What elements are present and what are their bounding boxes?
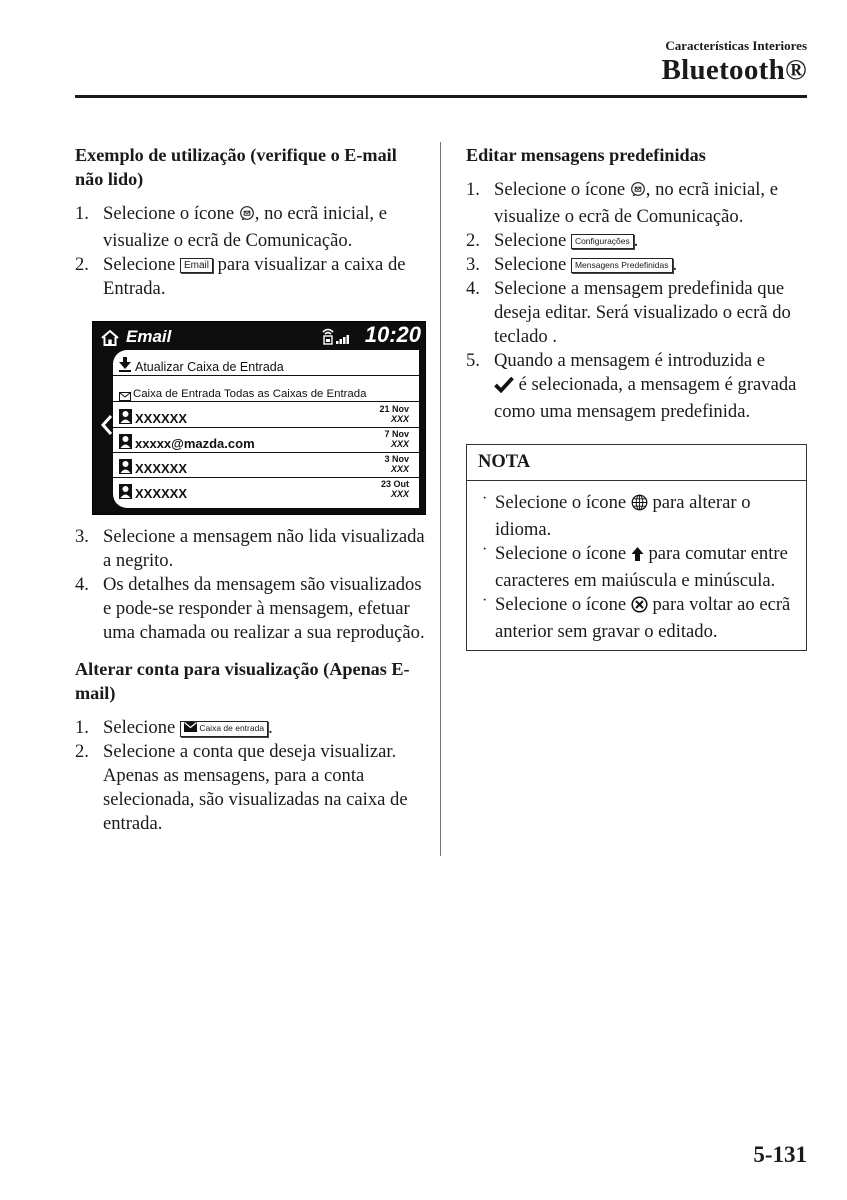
screen-titlebar — [93, 322, 425, 350]
list-item: 3. Selecione a mensagem não lida visualizada a negrito. — [75, 526, 425, 571]
note-list — [479, 491, 796, 644]
note-box — [466, 444, 807, 651]
list-item: 1. Selecione Caixa de entrada . — [75, 717, 273, 738]
list-item: · Selecione o ícone para comutar entre caracteres em maiúscula e minúscula. — [482, 541, 788, 591]
table-row[interactable]: xxxxx@mazda.com 7 Nov XXX — [113, 427, 419, 453]
list-item: 5. Quando a mensagem é introduzida e é selecionada, a mensagem é gravada como uma mensagem predefinida. — [466, 350, 797, 422]
download-arrow-icon — [119, 354, 131, 378]
checkmark-icon — [494, 376, 514, 400]
header-section: Características Interiores — [665, 38, 807, 53]
steps-change-account — [75, 716, 425, 836]
list-item: · Selecione o ícone para alterar o idioma. — [482, 490, 751, 540]
list-item: · Selecione o ícone para voltar ao ecrã anterior sem gravar o editado. — [482, 592, 791, 642]
communication-icon — [239, 205, 255, 229]
list-item: 4. Os detalhes da mensagem são visualizados e pode-se responder à mensagem, efetuar uma chamada ou realizar a sua reprodução. — [75, 574, 425, 643]
steps-edit-messages — [466, 178, 811, 424]
shift-arrow-icon — [631, 545, 644, 569]
predefined-messages-button[interactable]: Mensagens Predefinidas — [571, 258, 673, 273]
inbox-button[interactable]: Caixa de entrada — [180, 721, 268, 737]
screen-title: Email — [126, 327, 172, 346]
envelope-icon — [184, 722, 197, 736]
steps-read-email — [75, 525, 425, 645]
list-item: 1. Selecione o ícone , no ecrã inicial, e visualize o ecrã de Comunicação. — [466, 179, 778, 227]
communication-icon — [630, 181, 646, 205]
list-item: 2. Selecione Configurações . — [466, 230, 639, 251]
table-row[interactable]: XXXXXX 21 Nov XXX — [113, 402, 419, 428]
table-row[interactable]: XXXXXX 23 Out XXX — [113, 477, 419, 502]
list-item: 1. Selecione o ícone , no ecrã inicial, e visualize o ecrã de Comunicação. — [75, 203, 387, 251]
cancel-x-icon — [631, 596, 648, 620]
home-icon[interactable] — [101, 328, 119, 352]
note-title: NOTA — [467, 445, 806, 481]
section-heading-change-account: Alterar conta para visualização (Apenas E-mail) — [75, 659, 410, 703]
email-button[interactable]: Email — [180, 258, 213, 273]
signal-icon — [321, 326, 351, 352]
list-item: 2. Selecione a conta que deseja visualizar. Apenas as mensagens, para a conta selecionada, são visualizadas na caixa de entrada. — [75, 741, 408, 834]
section-heading-check-email: Exemplo de utilização (verifique o E-mail não lido) — [75, 145, 397, 189]
page-number: 5-131 — [753, 1142, 807, 1167]
list-item: 3. Selecione Mensagens Predefinidas . — [466, 254, 678, 275]
email-screen — [92, 321, 426, 515]
table-row[interactable]: XXXXXX 3 Nov XXX — [113, 452, 419, 478]
column-divider — [440, 142, 441, 856]
contact-icon — [119, 481, 132, 505]
right-column — [466, 143, 811, 651]
header-rule — [75, 95, 807, 98]
list-item: 2. Selecione Email para visualizar a caixa de Entrada. — [75, 254, 406, 299]
page-title: Bluetooth® — [661, 54, 807, 86]
steps-check-email — [75, 202, 425, 301]
list-item: 4. Selecione a mensagem predefinida que deseja editar. Será visualizado o ecrã do teclado . — [466, 278, 791, 347]
settings-button[interactable]: Configurações — [571, 234, 634, 249]
update-inbox-row[interactable]: Atualizar Caixa de Entrada — [113, 350, 419, 376]
left-column — [75, 143, 425, 836]
inbox-select-row[interactable]: Caixa de Entrada Todas as Caixas de Entrada — [113, 376, 419, 402]
clock: 10:20 — [364, 322, 421, 347]
globe-icon — [631, 494, 648, 518]
back-chevron-icon[interactable] — [101, 414, 113, 442]
section-heading-edit-messages: Editar mensagens predefinidas — [466, 145, 706, 165]
message-panel — [113, 350, 419, 508]
